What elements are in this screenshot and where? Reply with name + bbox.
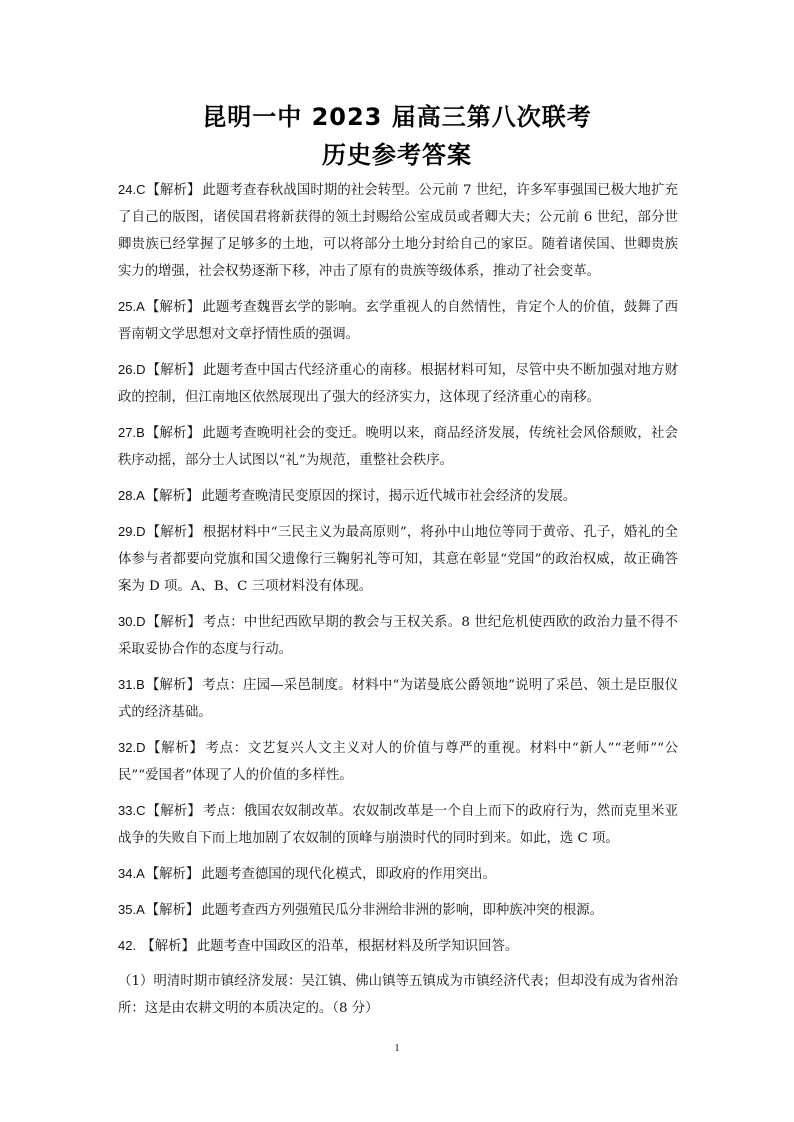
answer-text: 此题考查西方列强殖民瓜分非洲给非洲的影响，即种族冲突的根源。 (201, 903, 604, 918)
answer-26 (118, 356, 678, 411)
answer-tag: 【解析】 (145, 426, 201, 441)
answer-number: 31.B (118, 677, 145, 692)
answer-tag: 【解析】 (137, 939, 195, 954)
answer-33 (118, 797, 678, 852)
answer-34 (118, 860, 678, 888)
answer-27 (118, 419, 678, 474)
answer-tag: 【解析】 (145, 903, 200, 918)
answer-30 (118, 608, 678, 663)
answer-tag: 【解析】 (146, 525, 201, 540)
answer-32 (118, 734, 678, 789)
answer-number: 29.D (118, 524, 146, 539)
answer-number: 24.C (118, 182, 146, 197)
answer-tag: 【解析】 (145, 678, 201, 693)
answer-text: 此题考查晚清民变原因的探讨，揭示近代城市社会经济的发展。 (201, 489, 577, 504)
answer-25 (118, 293, 678, 348)
answer-text: 此题考查魏晋玄学的影响。玄学重视人的自然情性，肯定个人的价值，鼓舞了西晋南朝文学思想对文章抒情性质的强调。 (118, 300, 679, 342)
answer-number: 33.C (118, 803, 146, 818)
answer-35 (118, 896, 678, 924)
answer-tag: 【解析】 (146, 363, 201, 378)
answer-tag: 【解析】 (145, 300, 201, 315)
answer-number: 25.A (118, 299, 145, 314)
answer-tag: 【解析】 (145, 489, 200, 504)
page-number: 1 (394, 1042, 400, 1054)
page-title: 昆明一中 2023 届高三第八次联考 (202, 103, 592, 131)
answer-tag: 【解析】 (145, 867, 200, 882)
answer-28 (118, 482, 678, 510)
answer-tag: 【解析】 (146, 615, 202, 630)
answer-number: 32.D (118, 740, 146, 755)
answer-list (118, 176, 678, 1030)
answer-number: 27.B (118, 425, 145, 440)
answer-text: 此题考查中国古代经济重心的南移。根据材料可知，尽管中央不断加强对地方财政的控制，但江南地区依然展现出了强大的经济实力，这体现了经济重心的南移。 (118, 363, 678, 405)
answer-text: 考点：庄园—采邑制度。材料中“为诺曼底公爵领地”说明了采邑、领土是臣服仪式的经济基础。 (118, 678, 678, 720)
answer-text: 此题考查德国的现代化模式，即政府的作用突出。 (201, 867, 496, 882)
answer-42 (118, 932, 678, 960)
answer-tag: 【解析】 (146, 183, 201, 198)
answer-number: 30.D (118, 614, 146, 629)
answer-text: 考点：俄国农奴制改革。农奴制改革是一个自上而下的政府行为，然而克里米亚战争的失败自下而上地加剧了农奴制的顶峰与崩溃时代的同时到来。如此，选 C 项。 (118, 804, 678, 846)
answer-number: 35.A (118, 902, 145, 917)
answer-text: 此题考查春秋战国时期的社会转型。公元前 7 世纪，许多军事强国已极大地扩充了自己的版图，诸侯国君将新获得的领土封赐给公室成员或者卿大夫；公元前 6 世纪，部分世卿贵族已经掌握了足够多的土地，可以将部分土地分封给自己的家臣。随着诸侯国、世卿贵族实力的增强，社会权势逐渐下移，冲击了原有的贵族等级体系，推动了社会变革。 (118, 183, 679, 279)
answer-text: 考点：文艺复兴人文主义对人的价值与尊严的重视。材料中“新人”“老师”“公民”“爱国者”体现了人的价值的多样性。 (118, 741, 679, 783)
answer-29 (118, 518, 678, 600)
answer-tag: 【解析】 (146, 804, 201, 819)
answer-text: 此题考查晚明社会的变迁。晚明以来，商品经济发展，传统社会风俗颓败，社会秩序动摇，部分士人试图以“礼”为规范，重整社会秩序。 (118, 426, 679, 468)
answer-text: 根据材料中“三民主义为最高原则”，将孙中山地位等同于黄帝、孔子，婚礼的全体参与者都要向党旗和国父遗像行三鞠躬礼等可知，其意在彰显“党国”的政治权威，故正确答案为 D 项。A、B、C 三项材料没有体现。 (118, 525, 678, 594)
answer-text: 考点：中世纪西欧早期的教会与王权关系。8 世纪危机使西欧的政治力量不得不采取妥协合作的态度与行动。 (118, 615, 678, 657)
answer-31 (118, 671, 678, 726)
answer-number: 34.A (118, 866, 145, 881)
answer-number: 28.A (118, 488, 145, 503)
answer-text: 此题考查中国政区的沿革，根据材料及所学知识回答。 (196, 939, 519, 954)
answer-number: 26.D (118, 362, 146, 377)
answer-tag: 【解析】 (146, 741, 204, 756)
answer-42-part-1: （1）明清时期市镇经济发展：吴江镇、佛山镇等五镇成为市镇经济代表；但却没有成为省州治所：这是由农耕文明的本质决定的。（8 分） (118, 974, 678, 1016)
page-subtitle: 历史参考答案 (322, 141, 472, 169)
answer-number: 42. (118, 938, 137, 953)
answer-24 (118, 176, 678, 285)
